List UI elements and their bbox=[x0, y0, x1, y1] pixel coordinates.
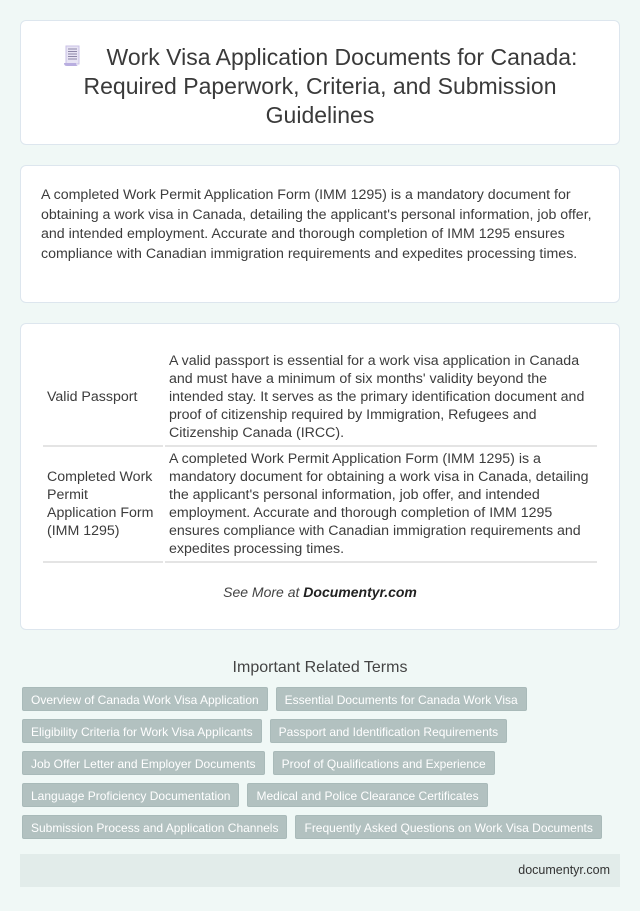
title-card bbox=[20, 20, 620, 145]
page-title bbox=[45, 43, 595, 130]
related-term-tag[interactable]: Frequently Asked Questions on Work Visa Documents bbox=[295, 815, 601, 839]
related-term-tag[interactable]: Eligibility Criteria for Work Visa Applicants bbox=[22, 719, 262, 743]
related-term-tag[interactable]: Medical and Police Clearance Certificates bbox=[247, 783, 487, 807]
footer bbox=[20, 854, 620, 887]
document-scroll-icon bbox=[63, 45, 81, 67]
table-description: A completed Work Permit Application Form (IMM 1295) is a mandatory document for obtaining a work visa in Canada, detailing the applicant's personal information, job offer, and intended employment. Accurate and thorough completion of IMM 1295 ensures compliance with Canadian immigration requirements and expedites processing times. bbox=[165, 447, 597, 563]
related-term-tag[interactable]: Language Proficiency Documentation bbox=[22, 783, 239, 807]
table-term: Valid Passport bbox=[43, 344, 163, 447]
documents-table-card bbox=[20, 323, 620, 630]
table-term: Completed Work Permit Application Form (IMM 1295) bbox=[43, 447, 163, 563]
page-title-text: Work Visa Application Documents for Canada: Required Paperwork, Criteria, and Submission Guidelines bbox=[83, 44, 578, 128]
related-terms-list bbox=[22, 687, 620, 839]
footer-site-link[interactable]: documentyr.com bbox=[518, 863, 610, 877]
see-more-link[interactable]: Documentyr.com bbox=[303, 584, 417, 600]
related-term-tag[interactable]: Proof of Qualifications and Experience bbox=[273, 751, 495, 775]
summary-card bbox=[20, 165, 620, 303]
related-term-tag[interactable]: Passport and Identification Requirements bbox=[270, 719, 507, 743]
summary-text: A completed Work Permit Application Form (IMM 1295) is a mandatory document for obtaining a work visa in Canada, detailing the applicant's personal information, job offer, and intended employment. Accurate and thorough completion of IMM 1295 ensures compliance with Canadian immigration requirements and expedites processing times. bbox=[41, 187, 592, 262]
see-more bbox=[41, 584, 599, 600]
table-row bbox=[43, 447, 597, 563]
related-term-tag[interactable]: Job Offer Letter and Employer Documents bbox=[22, 751, 265, 775]
table-description: A valid passport is essential for a work visa application in Canada and must have a minimum of six months' validity beyond the intended stay. It serves as the primary identification document and proof of citizenship required by Immigration, Refugees and Citizenship Canada (IRCC). bbox=[165, 344, 597, 447]
table-row bbox=[43, 344, 597, 447]
related-term-tag[interactable]: Submission Process and Application Channels bbox=[22, 815, 287, 839]
related-term-tag[interactable]: Essential Documents for Canada Work Visa bbox=[276, 687, 527, 711]
related-terms-title: Important Related Terms bbox=[232, 659, 408, 676]
related-term-tag[interactable]: Overview of Canada Work Visa Application bbox=[22, 687, 268, 711]
see-more-prefix: See More at bbox=[223, 584, 304, 600]
documents-table bbox=[41, 344, 599, 563]
